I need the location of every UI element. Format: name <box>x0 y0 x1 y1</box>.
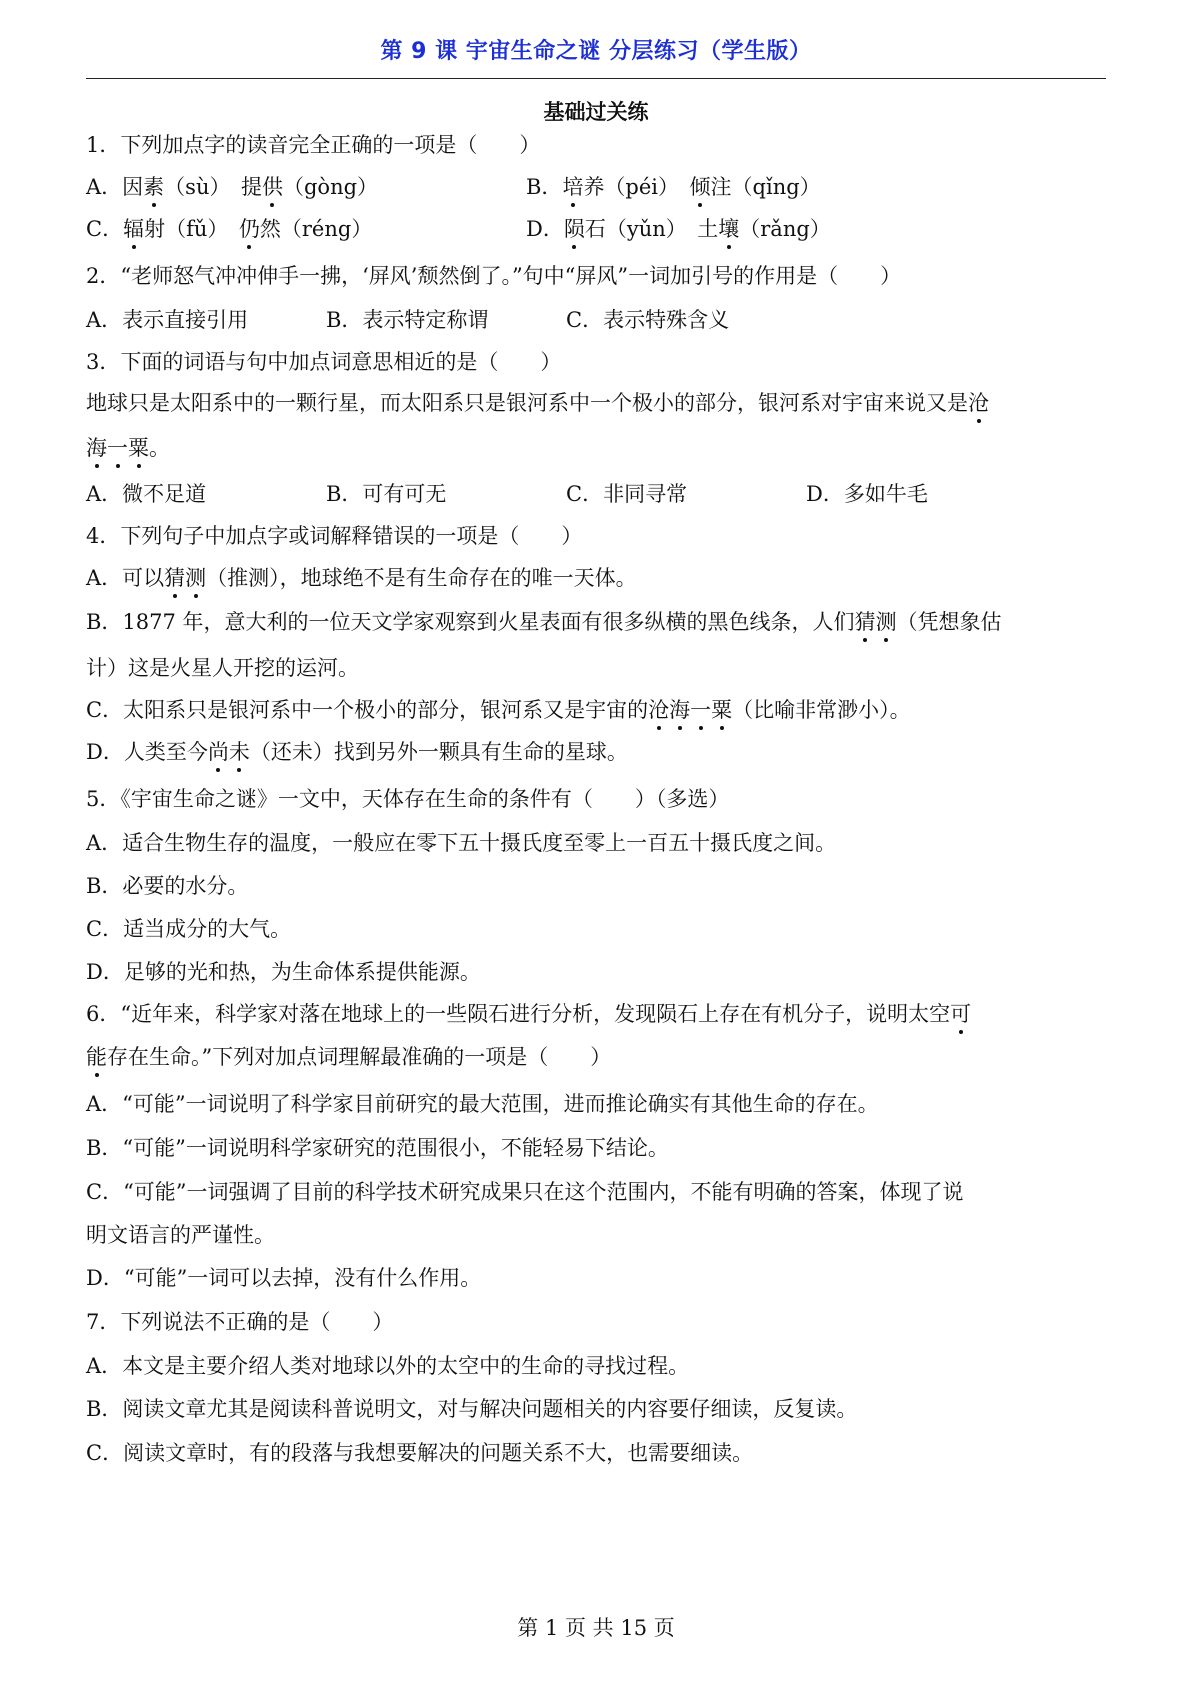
question-7-option-c: C．阅读文章时，有的段落与我想要解决的问题关系不大，也需要细读。 <box>86 1441 754 1465</box>
question-6-option-a: A．“可能”一词说明了科学家目前研究的最大范围，进而推论确实有其他生命的存在。 <box>86 1092 879 1116</box>
question-4-option-a: A．可以猜测（推测），地球绝不是有生命存在的唯一天体。 <box>86 566 637 590</box>
question-3-option-d: D．多如牛毛 <box>806 482 928 506</box>
question-7-option-b: B．阅读文章尤其是阅读科普说明文，对与解决问题相关的内容要仔细读，反复读。 <box>86 1397 858 1421</box>
question-3-passage-line-1: 地球只是太阳系中的一颗行星，而太阳系只是银河系中一个极小的部分，银河系对宇宙来说又是沧 <box>86 391 989 415</box>
question-3-stem: 3．下面的词语与句中加点词意思相近的是（ ） <box>86 350 562 374</box>
question-5-stem: 5．《宇宙生命之谜》一文中，天体存在生命的条件有（ ）（多选） <box>86 787 730 811</box>
question-6-option-c-line-2: 明文语言的严谨性。 <box>86 1223 275 1247</box>
question-5-option-a: A．适合生物生存的温度，一般应在零下五十摄氏度至零上一百五十摄氏度之间。 <box>86 831 837 855</box>
page-footer-number: 第 1 页 共 15 页 <box>517 1616 675 1640</box>
header-rule <box>86 78 1106 79</box>
question-7-option-a: A．本文是主要介绍人类对地球以外的太空中的生命的寻找过程。 <box>86 1354 690 1378</box>
question-3-option-a: A．微不足道 <box>86 482 207 506</box>
question-4-option-b-line-2: 计）这是火星人开挖的运河。 <box>86 656 359 680</box>
page-header-title: 第 9 课 宇宙生命之谜 分层练习（学生版） <box>380 39 812 64</box>
question-5-option-d: D．足够的光和热，为生命体系提供能源。 <box>86 960 481 984</box>
question-1-stem: 1．下列加点字的读音完全正确的一项是（ ） <box>86 133 541 157</box>
section-title: 基础过关练 <box>543 100 649 124</box>
question-6-stem-line-2: 能存在生命。”下列对加点词理解最准确的一项是（ ） <box>86 1045 612 1069</box>
question-7-stem: 7．下列说法不正确的是（ ） <box>86 1310 394 1334</box>
question-4-stem: 4．下列句子中加点字或词解释错误的一项是（ ） <box>86 524 583 548</box>
question-5-option-c: C．适当成分的大气。 <box>86 917 292 941</box>
question-1-option-a: A．因素（sù） 提供（gòng） <box>86 175 379 199</box>
question-1-option-d: D．陨石（yǔn） 土壤（rǎng） <box>526 217 831 241</box>
question-6-option-d: D．“可能”一词可以去掉，没有什么作用。 <box>86 1266 482 1290</box>
question-6-option-b: B．“可能”一词说明科学家研究的范围很小，不能轻易下结论。 <box>86 1136 669 1160</box>
question-2-option-c: C．表示特殊含义 <box>566 308 730 332</box>
question-1-option-b: B．培养（péi） 倾注（qǐng） <box>526 175 821 199</box>
question-4-option-c: C．太阳系只是银河系中一个极小的部分，银河系又是宇宙的沧海一粟（比喻非常渺小）。 <box>86 698 911 722</box>
question-2-option-a: A．表示直接引用 <box>86 308 249 332</box>
question-2-option-b: B．表示特定称谓 <box>326 308 489 332</box>
question-3-passage-line-2: 海一粟。 <box>86 436 170 460</box>
question-3-option-b: B．可有可无 <box>326 482 447 506</box>
question-3-option-c: C．非同寻常 <box>566 482 688 506</box>
question-5-option-b: B．必要的水分。 <box>86 874 249 898</box>
question-1-option-c: C．辐射（fǔ） 仍然（réng） <box>86 217 373 241</box>
question-2-stem: 2．“老师怒气冲冲伸手一拂，‘屏风’颓然倒了。”句中“屏风”一词加引号的作用是（ ） <box>86 264 902 288</box>
question-6-option-c-line-1: C．“可能”一词强调了目前的科学技术研究成果只在这个范围内，不能有明确的答案，体现了说 <box>86 1180 964 1204</box>
question-4-option-d: D．人类至今尚未（还未）找到另外一颗具有生命的星球。 <box>86 740 628 764</box>
question-6-stem-line-1: 6．“近年来，科学家对落在地球上的一些陨石进行分析，发现陨石上存在有机分子，说明太空可 <box>86 1002 972 1026</box>
question-4-option-b-line-1: B．1877 年，意大利的一位天文学家观察到火星表面有很多纵横的黑色线条，人们猜测（凭想象估 <box>86 610 1002 634</box>
